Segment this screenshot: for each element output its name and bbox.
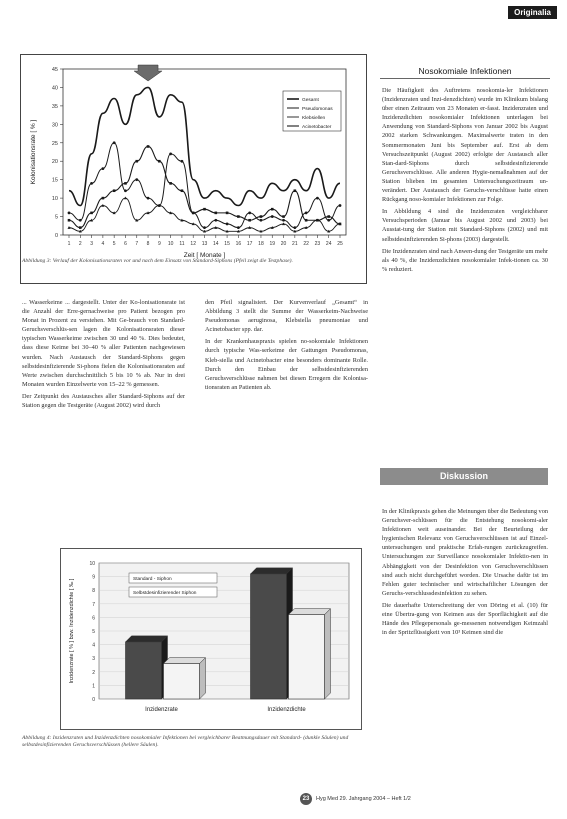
page-number: 23 <box>300 793 312 805</box>
data-point <box>102 197 105 200</box>
x-tick-label: 3 <box>90 241 93 247</box>
data-point <box>113 189 116 192</box>
data-point <box>147 145 150 148</box>
data-point <box>79 226 82 229</box>
y-tick-label: 15 <box>51 177 58 184</box>
data-point <box>181 189 184 192</box>
y-tick-label: 25 <box>51 140 58 147</box>
text-column-2 <box>205 298 368 395</box>
data-point <box>79 219 82 222</box>
data-point <box>293 226 296 229</box>
bar-chart-svg <box>61 549 361 729</box>
bar-side-face <box>200 658 206 699</box>
section-heading-nosokomiale: Nosokomiale Infektionen <box>380 66 550 79</box>
series-line-pseudomonas <box>69 143 340 228</box>
data-point <box>192 212 195 215</box>
figure-2-bar-chart <box>60 548 362 730</box>
line-chart-svg <box>21 55 366 283</box>
y-tick-label: 0 <box>54 233 58 239</box>
y-tick-label: 40 <box>51 85 58 92</box>
x-tick-label: 14 <box>213 241 219 247</box>
journal-citation: Hyg Med 29. Jahrgang 2004 – Heft 1/2 <box>316 796 411 802</box>
figure-1-caption: Abbildung 3: Verlauf der Kolonisationsraten vor und nach dem Einsatz von Standard-Siphons (Pfeil zeigt die Testphase). <box>22 258 293 264</box>
x-tick-label: 9 <box>157 241 161 247</box>
col1-paragraph: Der Zeitpunkt des Austausches aller Standard-Siphons auf der Station gegen die Testgeräte (August 2002) wird durch <box>22 392 185 410</box>
bar-top-face <box>251 568 293 574</box>
col2-paragraph: In der Krankenhauspraxis spielen no-sokomiale Infektionen durch typische Was-serkeime der Gattungen Pseudomonas, Kleb-siella und Acinetobacter eine besonders dominante Rolle. Durch den Einbau der selbstdesinfizierenden Geruchsverschlüsse nahmen bei diesen Erregern die Kolonisa-tionsraten an Patienten ab. <box>205 338 368 391</box>
data-point <box>124 182 127 185</box>
x-tick-label: 21 <box>292 241 298 247</box>
data-point <box>339 223 342 226</box>
x-tick-label: 8 <box>146 241 150 247</box>
page-footer <box>300 793 411 805</box>
data-point <box>260 219 263 222</box>
section-tag: Originalia <box>508 6 557 19</box>
data-point <box>68 211 71 214</box>
x-tick-label: 16 <box>235 241 242 247</box>
data-point <box>124 189 127 192</box>
y-tick-label: 10 <box>51 196 58 203</box>
x-tick-label: 15 <box>224 241 230 247</box>
y-tick-label: 1 <box>92 683 95 690</box>
bar-top-face <box>164 658 206 664</box>
y-tick-label: 20 <box>51 159 58 166</box>
data-point <box>248 211 251 214</box>
data-point <box>305 219 308 222</box>
data-point <box>90 212 93 215</box>
y-tick-label: 35 <box>51 103 58 110</box>
x-category-label: Inzidenzrate <box>145 707 178 713</box>
data-point <box>294 189 297 192</box>
col3-paragraph: Die Inzidenzraten sind nach Anwen-dung der Testgeräte um mehr als 40 %, die Inzidenzdichten nosokomialer Infek-tionen ca. 30 % reduziert. <box>382 247 548 273</box>
y-tick-label: 8 <box>92 588 95 595</box>
x-tick-label: 19 <box>269 241 276 247</box>
x-category-label: Inzidenzdichte <box>267 707 306 713</box>
data-point <box>282 219 285 222</box>
col3-paragraph: Die Häufigkeit des Auftretens nosokomia-ler Infektionen (Inzidenzraten und Inzi-denzdichten) wurde im Klinikum bislang über einen Zeitraum von 23 Monaten er-fasst. Inzidenzraten und Inzidenzdichten nosokomialer Infektionen unterlagen bei Anwendung von Standard-Siphons von Januar 2002 bis August 2002 starken Schwankungen. Maximalwerte traten in den Sommermonaten Juni bis September auf. Erst ab dem Versuchszeitpunkt (August 2002) erfolgte der Austausch aller Stan-dard-Siphons durch selbstdesinfizierende Geruchsverschlüsse. Alle anderen Hygie-nemaßnahmen auf der Station blieben im gesamten Untersuchungszeitraum un-verändert. Der Austausch der Geruchs-verschlüsse hatte einen Rückgang noso-komialer Infektionen zur Folge. <box>382 87 548 204</box>
y-tick-label: 4 <box>92 642 95 649</box>
x-tick-label: 6 <box>124 241 127 247</box>
data-point <box>214 219 217 222</box>
data-point <box>305 211 308 214</box>
col1-paragraph: ... Wasserkeime ... dargestellt. Unter der Ko-lonisationsrate ist die Anzahl der Erre-gernachweise pro Patient bezogen pro Monat in Prozent zu verstehen. Mit Ge-brauch von Standard-Geruchsverschlüs-sen lagen die Kolonisationsraten dieser typischen Wasserkeime zwischen 30 und 40 %. Dies bedeutet, dass diese Keime bei 30–40 % aller Patienten nachgewiesen wurden. Nach Austausch der Standard-Siphons gegen selbstdesinfizierende Si-phons fielen die Kolonisationsraten auf Werte zwischen durchschnittlich 5 bis 10 % ab. Nur in drei Monaten wurden Einzelwerte von 15–22 % gemessen. <box>22 299 185 388</box>
col3-paragraph: In Abbildung 4 sind die Inzidenzraten vergleichbarer Versuchsperioden (Januar bis August 2002 und 2003) bei Ausstat-tung der Station mit Standard-Siphons (2002) und mit selbstdesinfizierenden Si-phons (2003) dargestellt. <box>382 208 548 243</box>
data-point <box>248 219 251 222</box>
legend-label: Acinetobacter <box>302 125 332 130</box>
data-point <box>260 215 263 218</box>
y-tick-label: 3 <box>92 656 95 663</box>
section-heading-diskussion: Diskussion <box>380 468 548 485</box>
data-point <box>237 215 240 218</box>
data-point <box>271 215 274 218</box>
data-point <box>169 152 172 155</box>
data-point <box>101 167 104 170</box>
figure-2-caption: Abbildung 4: Inzidenzraten und Inzidenzdichten nosokomialer Infektionen bei vergleichbarer Beatmungsdauer mit Standard- (dunkle Säulen) und selbstdesinfizierenden Geruchsverschlüssen (hellere Säulen). <box>22 735 349 748</box>
x-tick-label: 1 <box>67 241 71 247</box>
y-tick-label: 5 <box>92 629 95 635</box>
data-point <box>169 182 172 185</box>
data-point <box>113 141 116 144</box>
data-point <box>237 226 240 229</box>
data-point <box>203 226 206 229</box>
x-tick-label: 18 <box>258 241 264 247</box>
bar-top-face <box>126 636 168 642</box>
figure-1-line-chart <box>20 54 367 284</box>
legend-label: Gesamt <box>302 98 319 103</box>
y-tick-label: 0 <box>92 697 95 703</box>
text-column-3-lower <box>382 507 548 640</box>
legend-label: Klebsiellen <box>302 116 326 121</box>
text-column-3 <box>382 86 548 277</box>
x-tick-label: 10 <box>167 241 174 247</box>
text-column-1 <box>22 298 185 413</box>
data-point <box>271 208 274 211</box>
col3-paragraph: In der Klinikpraxis gehen die Meinungen über die Bedeutung von Geruchsver-schlüssen für die Entstehung nosokomi-aler Infektionen weit auseinander. Bei der Beurteilung der hygienischen Relevanz von Geruchsverschlüssen ist auf Einzel-untersuchungen und praktische Erfah-rungen zurückzugreifen. Untersuchungen zur Surveillance nosokomialer Infektio-nen in Abhängigkeit von der Desinfektion von Geruchsverschlüssen sind auch nicht durchgeführt worden. Die Ursache dafür ist im Fehlen guter technischer und wirtschaftlicher Lösungen der Geruchs-verschlussdesinfektion zu sehen. <box>382 508 548 597</box>
data-point <box>327 219 330 222</box>
legend-label: Standard - Siphon <box>133 577 172 582</box>
data-point <box>316 219 319 222</box>
data-point <box>339 204 342 207</box>
x-tick-label: 22 <box>303 241 309 247</box>
data-point <box>226 212 229 215</box>
y-tick-label: 2 <box>92 669 95 676</box>
x-tick-label: 12 <box>190 241 196 247</box>
x-tick-label: 4 <box>101 241 105 247</box>
series-line-acinetobacter <box>69 146 340 227</box>
bar-side-face <box>325 609 331 699</box>
bar-top-face <box>289 609 331 615</box>
y-tick-label: 30 <box>51 122 58 129</box>
bar-inzidenzrate-0 <box>126 642 162 699</box>
data-point <box>68 219 71 222</box>
y-tick-label: 7 <box>92 601 95 608</box>
x-tick-label: 5 <box>112 241 116 247</box>
data-point <box>147 197 150 200</box>
x-tick-label: 11 <box>179 241 185 247</box>
x-tick-label: 7 <box>135 241 139 247</box>
x-tick-label: 20 <box>280 241 287 247</box>
y-tick-label: 9 <box>92 574 95 581</box>
data-point <box>90 182 93 185</box>
data-point <box>282 215 285 218</box>
x-axis-label: Zeit [ Monate ] <box>183 252 226 259</box>
legend-label: Selbstdesinfizierender Siphon <box>133 591 197 596</box>
x-tick-label: 24 <box>325 241 332 247</box>
y-axis-label: Inzidenzrate [ % ] bzw. Inzidenzdichte [ ‰ ] <box>69 578 75 684</box>
legend-label: Pseudomonas <box>302 107 333 112</box>
x-tick-label: 17 <box>246 241 253 247</box>
x-tick-label: 23 <box>314 241 321 247</box>
y-tick-label: 45 <box>51 67 58 73</box>
data-point <box>226 223 229 226</box>
data-point <box>135 178 138 181</box>
y-tick-label: 5 <box>54 214 58 221</box>
data-point <box>316 197 319 200</box>
test-phase-arrow <box>134 65 162 81</box>
col3-paragraph: Die dauerhafte Unterschreitung der von Döring et al. (10) für eine Übertra-gung von Keimen aus der Sporflächigkeit auf die Hände des Pflegepersonals ge-messenen notwendigen Keimzahl in der Spritzflüssigkeit von 10³ Keimen sind die <box>382 601 548 637</box>
col2-paragraph: den Pfeil signalisiert. Der Kurvenverlauf „Gesamt“ in Abbildung 3 stellt die Summe der Wasserkeim-Nachweise Pseudomonas aeruginosa, Klebsiella pneumoniae und Acinetobacter spp. dar. <box>205 299 368 334</box>
x-tick-label: 2 <box>78 241 82 247</box>
data-point <box>181 160 184 163</box>
bar-inzidenzdichte-1 <box>289 615 325 699</box>
bar-inzidenzrate-1 <box>164 664 200 699</box>
y-tick-label: 10 <box>89 561 95 567</box>
y-axis-label: Kolonisationsrate [ % ] <box>30 119 37 185</box>
bar-inzidenzdichte-0 <box>251 574 287 699</box>
data-point <box>214 212 217 215</box>
x-tick-label: 25 <box>337 241 343 247</box>
data-point <box>203 208 206 211</box>
data-point <box>158 160 161 163</box>
data-point <box>135 160 138 163</box>
data-point <box>327 215 330 218</box>
x-tick-label: 13 <box>201 241 208 247</box>
y-tick-label: 6 <box>92 615 95 622</box>
